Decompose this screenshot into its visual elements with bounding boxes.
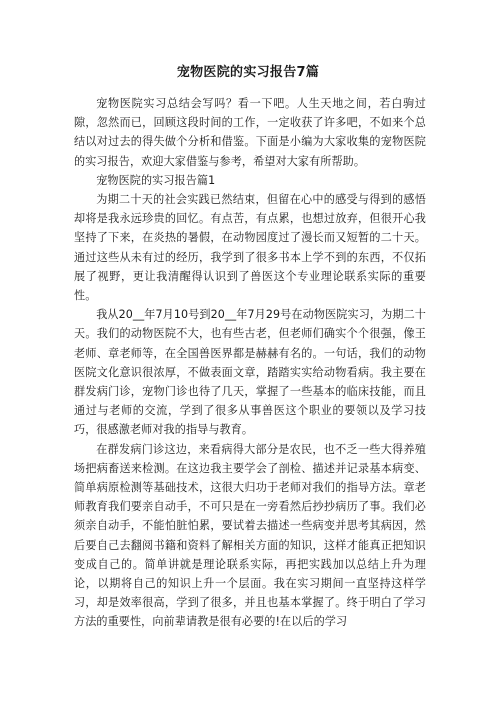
page-title: 宠物医院的实习报告7篇	[176, 65, 320, 80]
body-paragraph: 为期二十天的社会实践已然结束，但留在心中的感受与得到的感悟却将是我永远珍贵的回忆。有点苦，有点累，也想过放弃，但很开心我坚持了下来，在炎热的暑假，在动物园度过了漫长而又短暂的二十天。通过这些从未有过的经历，我学到了很多书本上学不到的东西，不仅拓展了视野，更让我清醒得认识到了兽医这个专业理论联系实际的重要性。	[74, 193, 426, 303]
document-body	[74, 94, 426, 632]
intro-paragraph: 宠物医院实习总结会写吗？看一下吧。人生天地之间，若白驹过隙，忽然而已，回顾这段时间的工作，一定收获了许多吧，不如来个总结以对过去的得失做个分析和借鉴。下面是小编为大家收集的宠物医院的实习报告，欢迎大家借鉴与参考，希望对大家有所帮助。	[74, 97, 426, 168]
body-paragraph: 在群发病门诊这边，来看病得大部分是农民，也不乏一些大得养殖场把病畜送来检测。在这边我主要学会了剖检、描述并记录基本病变、简单病原检测等基础技术，这很大归功于老师对我们的指导方法。章老师教育我们要亲自动手，不可只是在一旁看然后抄抄病历了事。我们必须亲自动手，不能怕脏怕累，要试着去描述一些病变并思考其病因，然后要自己去翻阅书籍和资料了解相关方面的知识，这样才能真正把知识变成自己的。简单讲就是理论联系实际，再把实践加以总结上升为理论，以期将自己的知识上升一个层面。我在实习期间一直坚持这样学习，却是效率很高，学到了很多，并且也基本掌握了。终于明白了学习方法的重要性，向前辈请教是很有必要的!在以后的学习	[74, 442, 426, 629]
section-heading: 宠物医院的实习报告篇1	[96, 173, 216, 187]
body-paragraph: 我从20__年7月10号到20__年7月29号在动物医院实习，为期二十天。我们的动物医院不大，也有些古老，但老师们确实个个很强，像王老师、章老师等，在全国兽医界都是赫赫有名的。一句话，我们的动物医院文化意识很浓厚，不做表面文章，踏踏实实给动物看病。我主要在群发病门诊，宠物门诊也待了几天，掌握了一些基本的临床技能，而且通过与老师的交流，学到了很多从事兽医这个职业的要领以及学习技巧，很感激老师对我的指导与教育。	[74, 308, 426, 437]
